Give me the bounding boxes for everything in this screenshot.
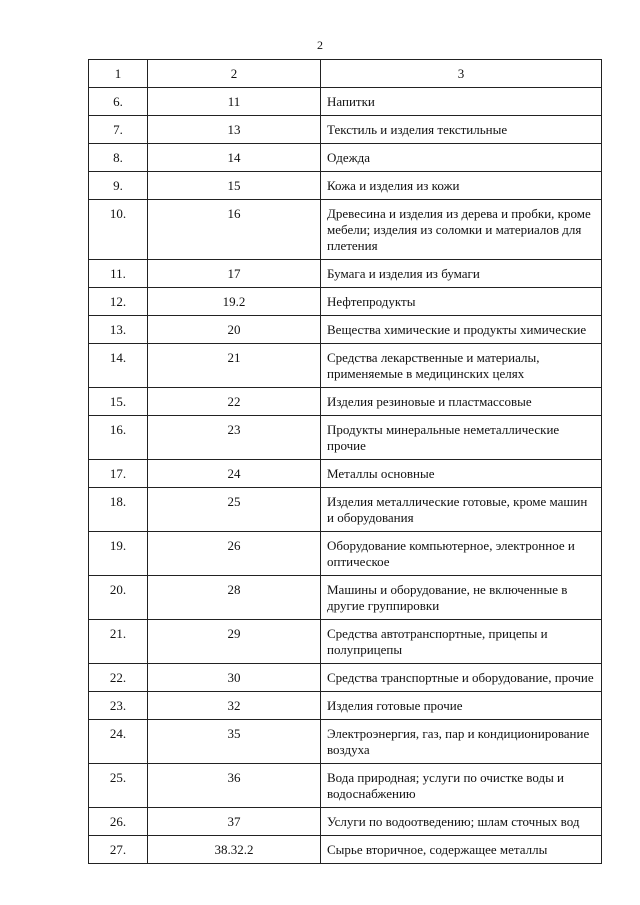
row-code: 17: [148, 260, 321, 288]
row-name: Изделия металлические готовые, кроме машин и оборудования: [321, 488, 602, 532]
table-row: [89, 416, 602, 460]
table-row: [89, 664, 602, 692]
table-row: [89, 836, 602, 864]
row-name: Металлы основные: [321, 460, 602, 488]
column-header-1: 1: [89, 60, 148, 88]
table-row: [89, 344, 602, 388]
table-row: [89, 144, 602, 172]
row-name: Древесина и изделия из дерева и пробки, кроме мебели; изделия из соломки и материалов для плетения: [321, 200, 602, 260]
table-row: [89, 620, 602, 664]
row-name: Вода природная; услуги по очистке воды и водоснабжению: [321, 764, 602, 808]
row-number: 10.: [89, 200, 148, 260]
row-number: 9.: [89, 172, 148, 200]
row-code: 30: [148, 664, 321, 692]
row-name: Текстиль и изделия текстильные: [321, 116, 602, 144]
row-code: 19.2: [148, 288, 321, 316]
row-number: 16.: [89, 416, 148, 460]
row-number: 6.: [89, 88, 148, 116]
row-name: Машины и оборудование, не включенные в другие группировки: [321, 576, 602, 620]
row-name: Средства транспортные и оборудование, прочие: [321, 664, 602, 692]
table-row: [89, 460, 602, 488]
table-row: [89, 260, 602, 288]
page-number: 2: [317, 38, 323, 52]
table-row: [89, 692, 602, 720]
row-number: 21.: [89, 620, 148, 664]
row-name: Средства лекарственные и материалы, применяемые в медицинских целях: [321, 344, 602, 388]
row-name: Сырье вторичное, содержащее металлы: [321, 836, 602, 864]
table-row: [89, 720, 602, 764]
row-name: Средства автотранспортные, прицепы и полуприцепы: [321, 620, 602, 664]
row-code: 20: [148, 316, 321, 344]
row-number: 14.: [89, 344, 148, 388]
table-row: [89, 764, 602, 808]
row-code: 23: [148, 416, 321, 460]
row-code: 24: [148, 460, 321, 488]
row-number: 8.: [89, 144, 148, 172]
column-header-2: 2: [148, 60, 321, 88]
table-row: [89, 200, 602, 260]
row-number: 13.: [89, 316, 148, 344]
row-number: 12.: [89, 288, 148, 316]
row-name: Вещества химические и продукты химические: [321, 316, 602, 344]
row-code: 28: [148, 576, 321, 620]
table-header-row: [89, 60, 602, 88]
row-number: 18.: [89, 488, 148, 532]
table-row: [89, 172, 602, 200]
table-row: [89, 488, 602, 532]
row-code: 36: [148, 764, 321, 808]
row-name: Электроэнергия, газ, пар и кондиционирование воздуха: [321, 720, 602, 764]
row-code: 35: [148, 720, 321, 764]
row-number: 22.: [89, 664, 148, 692]
row-number: 27.: [89, 836, 148, 864]
row-name: Изделия готовые прочие: [321, 692, 602, 720]
row-code: 15: [148, 172, 321, 200]
row-code: 21: [148, 344, 321, 388]
row-name: Бумага и изделия из бумаги: [321, 260, 602, 288]
row-name: Изделия резиновые и пластмассовые: [321, 388, 602, 416]
row-name: Нефтепродукты: [321, 288, 602, 316]
row-code: 37: [148, 808, 321, 836]
row-code: 22: [148, 388, 321, 416]
table-row: [89, 88, 602, 116]
row-code: 11: [148, 88, 321, 116]
row-number: 7.: [89, 116, 148, 144]
row-number: 15.: [89, 388, 148, 416]
table-row: [89, 808, 602, 836]
row-code: 13: [148, 116, 321, 144]
row-number: 17.: [89, 460, 148, 488]
row-name: Одежда: [321, 144, 602, 172]
row-number: 26.: [89, 808, 148, 836]
row-number: 19.: [89, 532, 148, 576]
table-row: [89, 316, 602, 344]
row-name: Услуги по водоотведению; шлам сточных вод: [321, 808, 602, 836]
row-number: 24.: [89, 720, 148, 764]
row-code: 16: [148, 200, 321, 260]
row-code: 38.32.2: [148, 836, 321, 864]
row-number: 20.: [89, 576, 148, 620]
table-row: [89, 532, 602, 576]
classification-table: [88, 59, 602, 864]
row-number: 23.: [89, 692, 148, 720]
row-number: 25.: [89, 764, 148, 808]
row-code: 26: [148, 532, 321, 576]
column-header-3: 3: [321, 60, 602, 88]
row-code: 29: [148, 620, 321, 664]
table-row: [89, 288, 602, 316]
row-code: 14: [148, 144, 321, 172]
row-name: Напитки: [321, 88, 602, 116]
row-number: 11.: [89, 260, 148, 288]
row-name: Продукты минеральные неметаллические прочие: [321, 416, 602, 460]
row-name: Кожа и изделия из кожи: [321, 172, 602, 200]
row-code: 32: [148, 692, 321, 720]
row-code: 25: [148, 488, 321, 532]
row-name: Оборудование компьютерное, электронное и оптическое: [321, 532, 602, 576]
table-row: [89, 116, 602, 144]
table-row: [89, 576, 602, 620]
table-row: [89, 388, 602, 416]
